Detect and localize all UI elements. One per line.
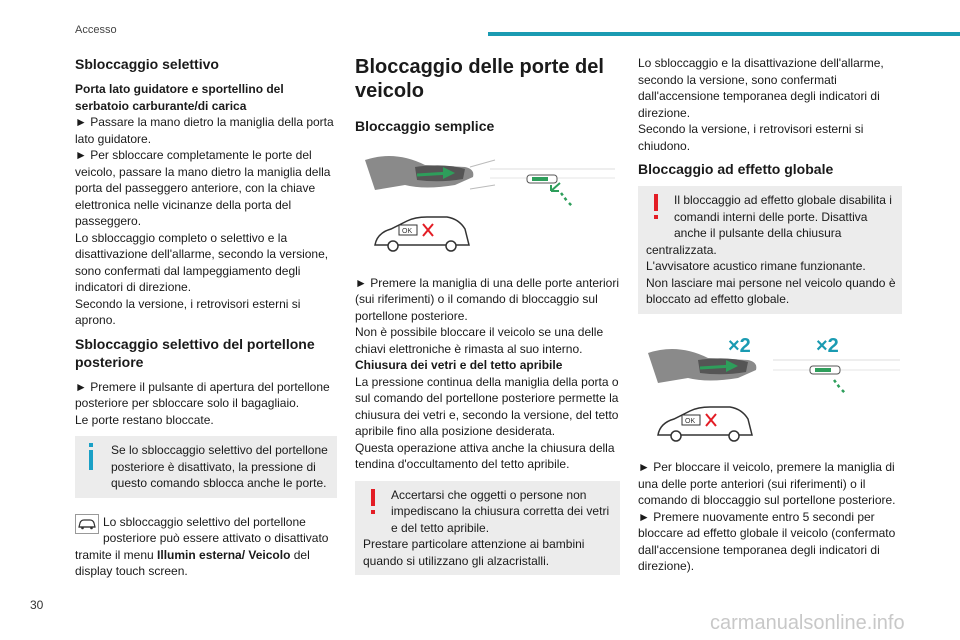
paragraph: ► Per bloccare il veicolo, premere la maniglia di una delle porte anteriori (sui riferimenti) o il comando di bloccaggio sul portellone posteriore. xyxy=(638,460,896,507)
press-twice-label: ×2 xyxy=(728,334,751,357)
car-lock-illustration xyxy=(638,330,902,450)
subheading-windows-roof: Chiusura dei vetri e del tetto apribile xyxy=(355,358,563,372)
warning-icon xyxy=(363,487,387,521)
paragraph: Lo sbloccaggio completo o selettivo e la disattivazione dell'allarme, secondo la versione, sono confermati dal lampeggiamento degli indicatori di direzione. xyxy=(75,230,329,294)
paragraph: Le porte restano bloccate. xyxy=(75,412,214,427)
ok-label: OK xyxy=(402,228,413,235)
warning-note-text: Prestare particolare attenzione ai bambini quando si utilizzano gli alzacristalli. xyxy=(363,537,585,568)
car-menu-note xyxy=(75,508,337,586)
paragraph: ► Passare la mano dietro la maniglia della porta lato guidatore. xyxy=(75,115,334,146)
watermark: carmanualsonline.info xyxy=(710,612,905,634)
column-3 xyxy=(638,55,902,575)
header-accent-bar xyxy=(488,32,960,36)
heading-selective-unlocking: Sbloccaggio selettivo xyxy=(75,56,219,72)
warning-note-text: L'avvisatore acustico rimane funzionante. xyxy=(646,259,866,273)
warning-note-text: Accertarsi che oggetti o persone non impediscano la chiusura corretta dei vetri e del tetto apribile. xyxy=(391,487,610,535)
column-1 xyxy=(75,55,337,596)
paragraph: ► Premere nuovamente entro 5 secondi per bloccare ad effetto globale il veicolo (confermato dall'accensione temporanea degli indicatori di direzione). xyxy=(638,509,896,573)
ok-label: OK xyxy=(685,417,696,425)
warning-note-text: Non lasciare mai persone nel veicolo quando è bloccato ad effetto globale. xyxy=(646,275,896,306)
door-handle-illustration xyxy=(355,145,620,265)
paragraph: ► Premere la maniglia di una delle porte anteriori (sui riferimenti) o il comando di bloccaggio sul portellone posteriore. xyxy=(355,275,620,323)
paragraph: Secondo la versione, i retrovisori esterni si aprono. xyxy=(75,296,301,327)
info-note-text: Se lo sbloccaggio selettivo del portellone posteriore è disattivato, la pressione di questo comando sblocca anche le porte. xyxy=(111,443,328,490)
column-2 xyxy=(355,55,620,585)
running-header: Accesso xyxy=(75,24,117,36)
warning-note xyxy=(355,481,620,576)
paragraph: Secondo la versione, i retrovisori esterni si chiudono. xyxy=(638,122,864,153)
car-icon xyxy=(75,514,99,540)
paragraph: ► Per sbloccare completamente le porte del veicolo, passare la mano dietro la maniglia della porta del passeggero anteriore, con la chiave elettronica nelle vicinanze della porta del passeggero. xyxy=(75,148,331,228)
press-twice-label: ×2 xyxy=(816,334,839,357)
heading-tailgate-unlocking: Sbloccaggio selettivo del portellone posteriore xyxy=(75,335,315,370)
heading-simple-locking: Bloccaggio semplice xyxy=(355,118,495,134)
info-icon xyxy=(83,442,107,476)
paragraph: Non è possibile bloccare il veicolo se una delle chiavi elettroniche è rimasta al suo interno. xyxy=(355,325,604,356)
page-number: 30 xyxy=(30,598,44,612)
paragraph: Questa operazione attiva anche la chiusura della tendina d'occultamento del tetto apribile. xyxy=(355,440,615,471)
heading-global-locking: Bloccaggio ad effetto globale xyxy=(638,161,834,177)
subheading-driver-door: Porta lato guidatore e sportellino del serbatoio carburante/di carica xyxy=(75,82,284,113)
warning-note-text: Il bloccaggio ad effetto globale disabilita i comandi interni delle porte. Disattiva anche il pulsante della chiusura centralizzata. xyxy=(646,193,892,257)
paragraph: Lo sbloccaggio e la disattivazione dell'allarme, secondo la versione, sono confermati dall'accensione temporanea degli indicatori di direzione. xyxy=(638,56,884,120)
warning-icon xyxy=(646,192,670,226)
warning-note xyxy=(638,186,902,314)
paragraph: ► Premere il pulsante di apertura del portellone posteriore per sbloccare solo il bagagliaio. xyxy=(75,379,330,410)
heading-locking-doors: Bloccaggio delle porte del veicolo xyxy=(355,56,604,102)
paragraph: La pressione continua della maniglia della porta o sul comando del portellone posteriore permette la chiusura dei vetri e, secondo la versione, del tetto apribile fino alla posizione desiderata. xyxy=(355,374,619,438)
info-note xyxy=(75,436,337,498)
car-menu-note-text: Lo sbloccaggio selettivo del portellone posteriore può essere attivato o disattivato tramite il menu Illumin esterna/ Veicolo del display touch screen. xyxy=(75,514,329,578)
